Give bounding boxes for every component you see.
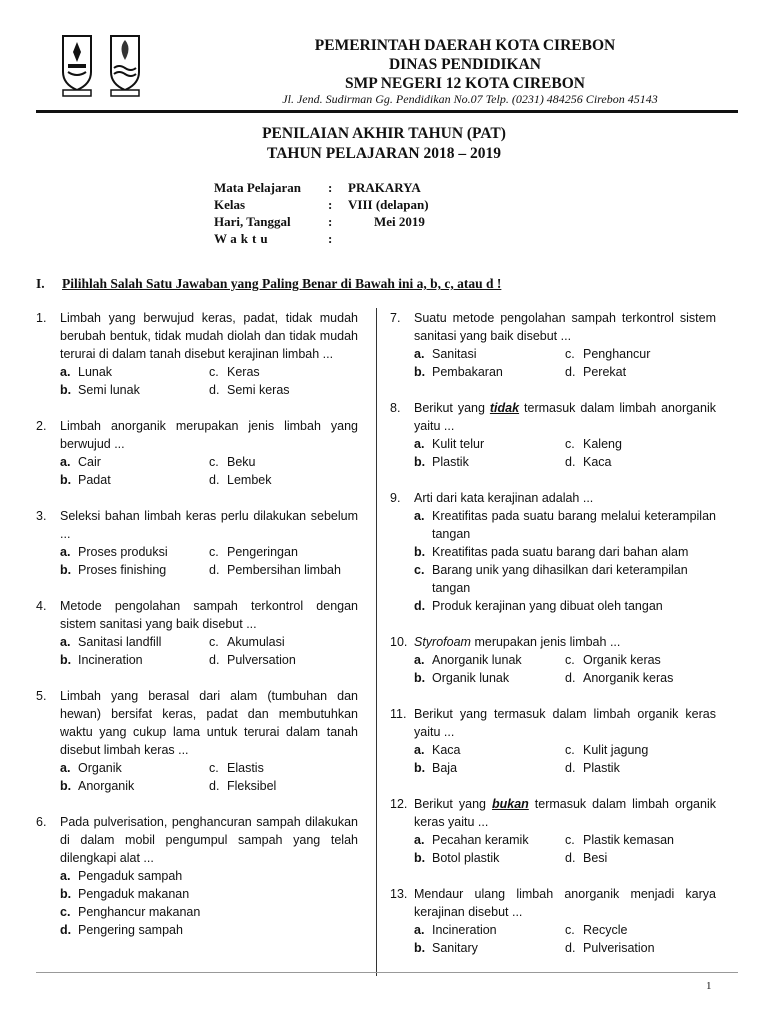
- option-d: d. Pembersihan limbah: [209, 563, 341, 577]
- exam-title: PENILAIAN AKHIR TAHUN (PAT): [262, 125, 506, 142]
- letterhead-rule: [36, 110, 738, 113]
- letterhead-government: PEMERINTAH DAERAH KOTA CIREBON: [314, 37, 616, 54]
- question-9: 9. Arti dari kata kerajinan adalah ... a. Kreatifitas pada suatu barang melalui keterampilan tangan b. Kreatifitas pada suatu barang dari bahan alam c. Barang unik yang dihasilkan dari keterampilan tangan d. Produk kerajinan yang dibuat oleh tangan: [390, 491, 716, 613]
- column-divider: [376, 308, 377, 976]
- option-d: d. Pulverisation: [565, 941, 655, 955]
- option-d: d. Lembek: [209, 473, 272, 487]
- question-4: 4. Metode pengolahan sampah terkontrol dengan sistem sanitasi yang baik disebut ... a. Sanitasi landfill c. Akumulasi b. Incineration d. Pulversation: [36, 599, 358, 667]
- west-java-province-emblem-icon: [108, 32, 142, 98]
- option-c: c. Beku: [209, 455, 256, 469]
- footer-rule: [36, 972, 738, 973]
- exam-year: TAHUN PELAJARAN 2018 – 2019: [267, 145, 501, 162]
- option-d: d. Perekat: [565, 365, 627, 379]
- option-a: a. Anorganik lunak: [414, 653, 522, 667]
- option-b: b. Padat: [60, 473, 111, 487]
- option-a: a. Cair: [60, 455, 101, 469]
- option-a: a. Sanitasi: [414, 347, 477, 361]
- page-number: 1: [706, 980, 712, 992]
- option-b: b. Plastik: [414, 455, 469, 469]
- meta-row-date: Hari, Tanggal : Mei 2019: [214, 214, 425, 229]
- question-1: 1. Limbah yang berwujud keras, padat, tidak mudah berubah bentuk, tidak mudah diolah dan tidak mudah terurai di dalam tanah disebut kerajinan limbah ... a. Lunak c. Keras b. Semi lunak d. Semi keras: [36, 311, 358, 397]
- option-b: b. Kreatifitas pada suatu barang dari bahan alam: [414, 545, 689, 559]
- option-c: c. Penghancur makanan: [60, 905, 201, 919]
- questions-left-column: [36, 309, 358, 957]
- option-b: b. Botol plastik: [414, 851, 500, 865]
- option-d: d. Anorganik keras: [565, 671, 674, 685]
- option-b: b. Organik lunak: [414, 671, 510, 685]
- option-d: d. Pengering sampah: [60, 923, 183, 937]
- option-b: b. Pengaduk makanan: [60, 887, 190, 901]
- option-c: c. Kaleng: [565, 437, 622, 451]
- section-heading: I. Pilihlah Salah Satu Jawaban yang Paling Benar di Bawah ini a, b, c, atau d !: [36, 276, 502, 291]
- option-d: d. Produk kerajinan yang dibuat oleh tangan: [414, 599, 663, 613]
- question-8: 8. Berikut yang tidak termasuk dalam limbah anorganik yaitu ... a. Kulit telur c. Kaleng b. Plastik d. Kaca: [390, 401, 716, 469]
- emphasis-bukan: bukan: [491, 797, 529, 811]
- question-13: 13. Mendaur ulang limbah anorganik menjadi karya kerajinan disebut ... a. Incineration c. Recycle b. Sanitary d. Pulverisation: [390, 887, 716, 955]
- option-b: b. Sanitary: [414, 941, 478, 955]
- question-12: 12. Berikut yang bukan termasuk dalam limbah organik keras yaitu ... a. Pecahan keramik c. Plastik kemasan b. Botol plastik d. Besi: [390, 797, 716, 865]
- meta-row-class: Kelas : VIII (delapan): [214, 197, 429, 212]
- cirebon-city-emblem-icon: [60, 32, 94, 98]
- option-a: a. Pengaduk sampah: [60, 869, 183, 883]
- question-11: 11. Berikut yang termasuk dalam limbah organik keras yaitu ... a. Kaca c. Kulit jagung b. Baja d. Plastik: [390, 707, 716, 775]
- option-a: a. Kaca: [414, 743, 461, 757]
- questions-right-column: [390, 309, 716, 975]
- letterhead-school: SMP NEGERI 12 KOTA CIREBON: [344, 75, 585, 92]
- option-d: d. Pulversation: [209, 653, 296, 667]
- option-b: b. Anorganik: [60, 779, 135, 793]
- option-d: d. Plastik: [565, 761, 620, 775]
- option-a: a. Pecahan keramik: [414, 833, 529, 847]
- letterhead-address: Jl. Jend. Sudirman Gg. Pendidikan No.07 Telp. (0231) 484256 Cirebon 45143: [282, 92, 658, 106]
- emphasis-tidak: tidak: [489, 401, 520, 415]
- letterhead: [185, 36, 745, 93]
- option-c: c. Keras: [209, 365, 260, 379]
- option-a: a. Kreatifitas pada suatu barang melalui keterampilan tangan: [414, 509, 716, 541]
- letterhead-department: DINAS PENDIDIKAN: [388, 56, 541, 73]
- option-c: c. Kulit jagung: [565, 743, 649, 757]
- emphasis-styrofoam: Styrofoam: [414, 635, 471, 649]
- option-a: a. Organik: [60, 761, 122, 775]
- option-d: d. Besi: [565, 851, 608, 865]
- option-d: d. Semi keras: [209, 383, 290, 397]
- option-c: c. Elastis: [209, 761, 264, 775]
- option-b: b. Baja: [414, 761, 458, 775]
- question-10: 10. Styrofoam merupakan jenis limbah ... a. Anorganik lunak c. Organik keras b. Organik lunak d. Anorganik keras: [390, 633, 716, 687]
- option-d: d. Kaca: [565, 455, 612, 469]
- option-d: d. Fleksibel: [209, 779, 277, 793]
- option-b: b. Pembakaran: [414, 365, 503, 379]
- option-c: c. Pengeringan: [209, 545, 298, 559]
- option-a: a. Proses produksi: [60, 545, 168, 559]
- option-c: c. Barang unik yang dihasilkan dari keterampilan tangan: [414, 563, 688, 595]
- option-a: a. Kulit telur: [414, 437, 485, 451]
- question-2: 2. Limbah anorganik merupakan jenis limbah yang berwujud ... a. Cair c. Beku b. Padat d. Lembek: [36, 419, 358, 487]
- question-7: 7. Suatu metode pengolahan sampah terkontrol sistem sanitasi yang baik disebut ... a. Sanitasi c. Penghancur b. Pembakaran d. Perekat: [390, 311, 716, 379]
- question-3: 3. Seleksi bahan limbah keras perlu dilakukan sebelum ... a. Proses produksi c. Pengeringan b. Proses finishing d. Pembersihan limbah: [36, 509, 358, 577]
- exam-meta: [214, 179, 508, 247]
- option-b: b. Incineration: [60, 653, 143, 667]
- meta-row-time: Waktu :: [214, 231, 333, 246]
- meta-row-subject: Mata Pelajaran : PRAKARYA: [214, 180, 421, 195]
- option-a: a. Sanitasi landfill: [60, 635, 162, 649]
- question-5: 5. Limbah yang berasal dari alam (tumbuhan dan hewan) bersifat keras, padat dan membutuhkan waktu yang cukup lama untuk terurai dalam tanah disebut limbah keras ... a. Organik c. Elastis b. Anorganik d. Fleksibel: [36, 689, 358, 793]
- option-c: c. Recycle: [565, 923, 628, 937]
- question-6: 6. Pada pulverisation, penghancuran sampah dilakukan di dalam mobil pengumpul sampah yang telah dilengkapi alat ... a. Pengaduk sampah b. Pengaduk makanan c. Penghancur makanan d. Pengering sampah: [36, 815, 358, 937]
- option-a: a. Incineration: [414, 923, 497, 937]
- option-c: c. Plastik kemasan: [565, 833, 675, 847]
- option-b: b. Proses finishing: [60, 563, 167, 577]
- option-a: a. Lunak: [60, 365, 113, 379]
- option-c: c. Akumulasi: [209, 635, 285, 649]
- option-c: c. Organik keras: [565, 653, 661, 667]
- option-c: c. Penghancur: [565, 347, 651, 361]
- option-b: b. Semi lunak: [60, 383, 140, 397]
